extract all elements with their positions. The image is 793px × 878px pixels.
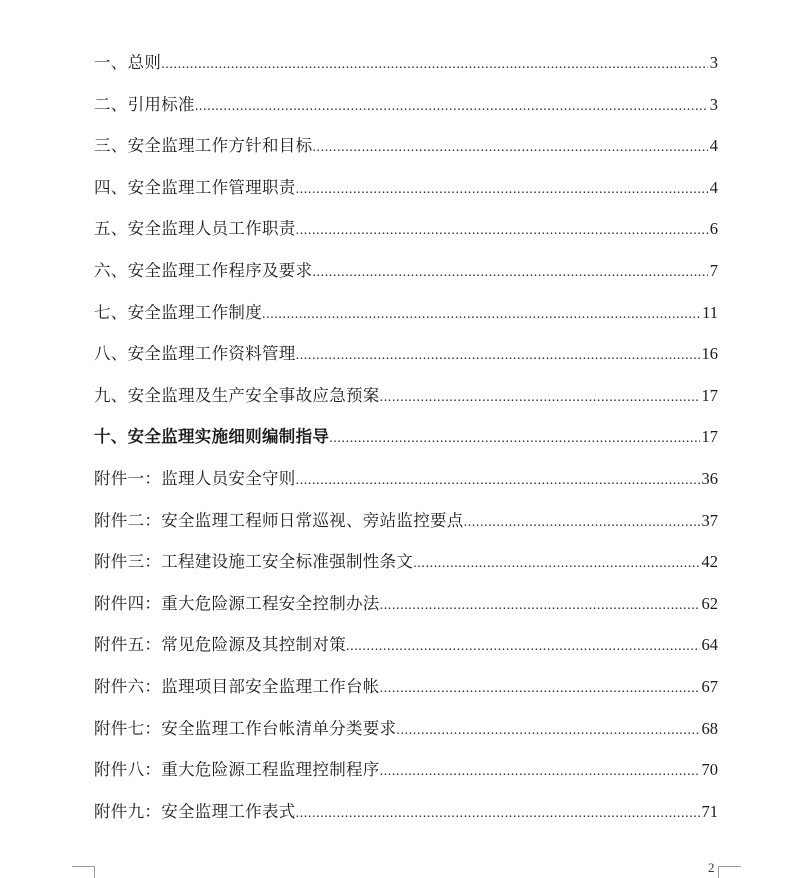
toc-entry[interactable] — [94, 42, 718, 84]
toc-entry-page: 36 — [701, 468, 718, 488]
toc-entry[interactable] — [94, 583, 718, 625]
toc-entry-page: 4 — [709, 136, 718, 156]
table-of-contents — [94, 42, 718, 832]
toc-entry[interactable] — [94, 208, 718, 250]
toc-entry-page: 71 — [701, 801, 718, 821]
toc-entry-title: 附件四：重大危险源工程安全控制办法 — [94, 593, 380, 613]
toc-dot-leader — [195, 86, 708, 128]
page-corner-mark-left — [72, 866, 95, 878]
toc-entry-title: 附件六：监理项目部安全监理工作台帐 — [94, 676, 380, 696]
toc-entry-page: 64 — [701, 635, 718, 655]
toc-entry-title: 一、总则 — [94, 53, 162, 72]
toc-entry[interactable] — [94, 624, 718, 666]
toc-dot-leader — [464, 502, 700, 544]
toc-dot-leader — [262, 294, 700, 336]
toc-entry-title: 附件五：常见危险源及其控制对策 — [94, 635, 346, 655]
toc-dot-leader — [296, 793, 700, 835]
toc-dot-leader — [312, 127, 707, 169]
toc-dot-leader — [380, 377, 700, 419]
toc-entry[interactable] — [94, 458, 718, 500]
toc-entry-page: 3 — [709, 53, 718, 72]
toc-entry-page: 16 — [701, 344, 718, 364]
toc-dot-leader — [296, 169, 708, 211]
toc-entry[interactable] — [94, 749, 718, 791]
toc-dot-leader — [396, 710, 699, 752]
toc-entry-page: 62 — [701, 593, 718, 613]
toc-entry-page: 4 — [709, 177, 718, 197]
toc-dot-leader — [161, 44, 708, 86]
toc-entry-page: 70 — [701, 760, 718, 780]
toc-entry[interactable] — [94, 125, 718, 167]
toc-entry-page: 3 — [709, 94, 718, 114]
toc-entry[interactable] — [94, 292, 718, 334]
toc-dot-leader — [329, 418, 699, 460]
toc-entry-title: 附件九：安全监理工作表式 — [94, 801, 296, 821]
toc-entry[interactable] — [94, 333, 718, 375]
toc-entry[interactable] — [94, 500, 718, 542]
toc-entry-page: 6 — [709, 219, 718, 239]
toc-dot-leader — [413, 543, 699, 585]
toc-dot-leader — [380, 668, 700, 710]
toc-entry-title: 三、安全监理工作方针和目标 — [94, 136, 313, 156]
toc-entry-page: 11 — [702, 302, 718, 322]
toc-entry-page: 42 — [701, 552, 718, 572]
toc-entry[interactable] — [94, 791, 718, 833]
toc-entry-title: 九、安全监理及生产安全事故应急预案 — [94, 385, 380, 405]
toc-entry-title: 十、安全监理实施细则编制指导 — [94, 427, 330, 447]
toc-dot-leader — [380, 751, 700, 793]
toc-entry-title: 附件八：重大危险源工程监理控制程序 — [94, 760, 380, 780]
toc-entry-title: 附件七：安全监理工作台帐清单分类要求 — [94, 718, 397, 738]
toc-entry-title: 八、安全监理工作资料管理 — [94, 344, 296, 364]
toc-dot-leader — [296, 210, 708, 252]
toc-entry-page: 67 — [701, 676, 718, 696]
toc-entry[interactable] — [94, 666, 718, 708]
toc-entry-title: 附件三：工程建设施工安全标准强制性条文 — [94, 552, 414, 572]
toc-entry-title: 附件一：监理人员安全守则 — [94, 468, 296, 488]
toc-entry-title: 六、安全监理工作程序及要求 — [94, 260, 313, 280]
toc-dot-leader — [380, 585, 700, 627]
toc-dot-leader — [346, 626, 700, 668]
toc-entry-page: 17 — [701, 385, 718, 405]
toc-entry-page: 17 — [701, 427, 718, 447]
toc-dot-leader — [296, 335, 700, 377]
toc-entry[interactable] — [94, 84, 718, 126]
toc-entry-title: 四、安全监理工作管理职责 — [94, 177, 296, 197]
toc-entry-page: 68 — [701, 718, 718, 738]
toc-entry[interactable] — [94, 167, 718, 209]
toc-entry[interactable] — [94, 708, 718, 750]
footer-page-number: 2 — [708, 860, 715, 875]
toc-entry-title: 二、引用标准 — [94, 94, 195, 114]
toc-entry[interactable] — [94, 375, 718, 417]
toc-entry[interactable] — [94, 416, 718, 458]
toc-entry-title: 附件二：安全监理工程师日常巡视、旁站监控要点 — [94, 510, 464, 530]
toc-entry-page: 37 — [701, 510, 718, 530]
toc-entry-page: 7 — [709, 260, 718, 280]
toc-dot-leader — [312, 252, 707, 294]
toc-entry-title: 五、安全监理人员工作职责 — [94, 219, 296, 239]
toc-entry[interactable] — [94, 250, 718, 292]
page-corner-mark-right — [718, 866, 741, 878]
toc-entry-title: 七、安全监理工作制度 — [94, 302, 262, 322]
toc-entry[interactable] — [94, 541, 718, 583]
toc-dot-leader — [296, 460, 700, 502]
